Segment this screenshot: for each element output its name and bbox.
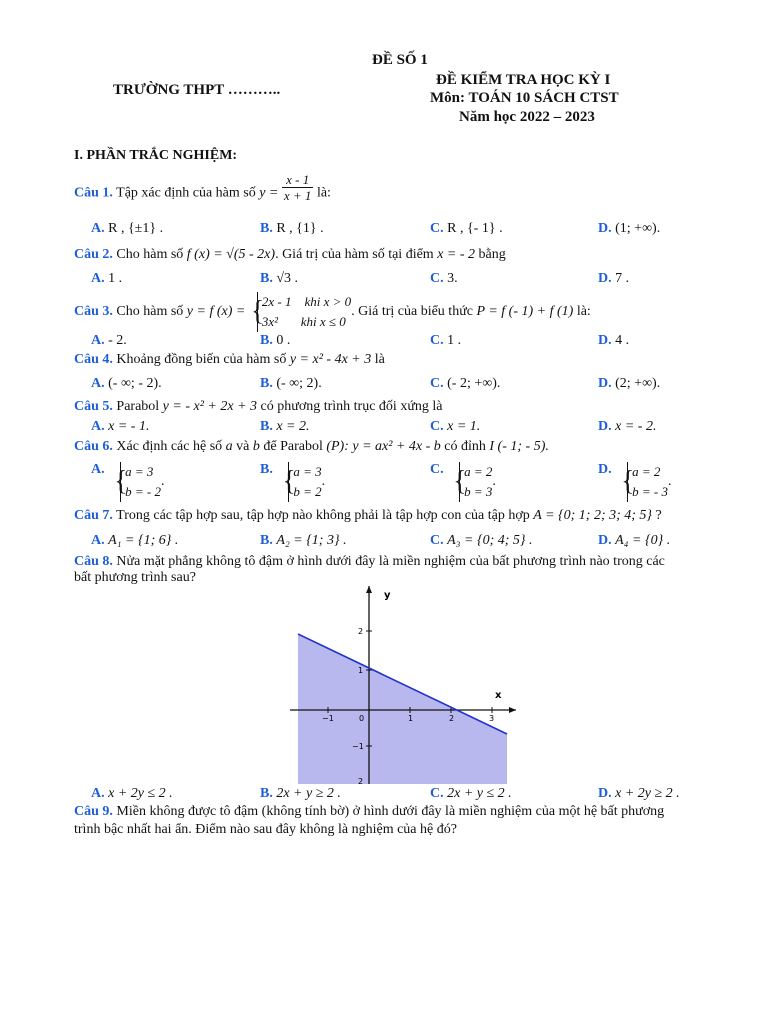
question-5 bbox=[74, 399, 443, 415]
q4-option-c[interactable]: C. (- 2; +∞). bbox=[430, 376, 501, 391]
q8-option-c[interactable]: C. 2x + y ≤ 2 . bbox=[430, 786, 512, 801]
question-2 bbox=[74, 247, 506, 263]
q6-option-d[interactable]: D. { a = 2 b = - 3. bbox=[598, 462, 671, 502]
q7-option-b[interactable]: B. A₂ = {1; 3} . bbox=[260, 533, 347, 548]
function-expr: y = x² - 4x + 3 bbox=[289, 352, 372, 367]
set-expr: A = {0; 1; 2; 3; 4; 5} bbox=[533, 508, 653, 523]
q2-option-b[interactable]: B. √3 . bbox=[260, 271, 299, 286]
question-9-line-2: trình bậc nhất hai ẩn. Điểm nào sau đây không là nghiệm của hệ đó? bbox=[74, 822, 457, 837]
y-tick-label: −1 bbox=[352, 742, 364, 751]
function-lhs: y = f (x) = bbox=[186, 304, 246, 320]
q2-option-c[interactable]: C. 3. bbox=[430, 271, 458, 286]
question-text: Khoảng đồng biến của hàm số bbox=[116, 352, 287, 367]
question-label: Câu 2. bbox=[74, 247, 113, 262]
q4-option-d[interactable]: D. (2; +∞). bbox=[598, 376, 661, 391]
school-name: TRƯỜNG THPT ……….. bbox=[113, 82, 281, 98]
exam-subject: Môn: TOÁN 10 SÁCH CTST bbox=[430, 90, 619, 106]
question-label: Câu 3. bbox=[74, 304, 113, 320]
exam-year: Năm học 2022 – 2023 bbox=[459, 109, 595, 125]
fraction-numerator: x - 1 bbox=[282, 172, 314, 188]
q8-option-a[interactable]: A. x + 2y ≤ 2 . bbox=[91, 786, 173, 801]
question-text-end: là: bbox=[576, 304, 591, 320]
q5-option-a[interactable]: A. x = - 1. bbox=[91, 419, 150, 434]
conjunction: và bbox=[236, 439, 250, 454]
coef-a: a bbox=[225, 439, 233, 454]
y-axis-label: y bbox=[384, 590, 391, 601]
function-lhs: y = bbox=[259, 185, 279, 201]
question-6 bbox=[74, 439, 549, 455]
question-text-mid: . Giá trị của biểu thức bbox=[351, 304, 474, 320]
question-text: Parabol bbox=[116, 399, 160, 414]
q3-option-a[interactable]: A. - 2. bbox=[91, 333, 127, 348]
question-label: Câu 5. bbox=[74, 399, 113, 414]
x-axis-label: x bbox=[495, 690, 502, 701]
question-text-line-1: Nửa mặt phẳng không tô đậm ở hình dưới đây là miền nghiệm của bất phương trình nào trong các bbox=[116, 554, 665, 569]
x-tick-label: 2 bbox=[449, 714, 455, 723]
q4-option-b[interactable]: B. (- ∞; 2). bbox=[260, 376, 322, 391]
question-label: Câu 6. bbox=[74, 439, 113, 454]
question-text-mid-2: có đỉnh bbox=[444, 439, 486, 454]
piecewise-row-2: 3x² khi x ≤ 0 bbox=[261, 314, 346, 329]
q7-option-c[interactable]: C. A₃ = {0; 4; 5} . bbox=[430, 533, 533, 548]
expression: P = f (- 1) + f (1) bbox=[476, 304, 574, 320]
y-tick-label: 2 bbox=[358, 777, 364, 784]
q2-option-d[interactable]: D. 7 . bbox=[598, 271, 630, 286]
q6-option-c[interactable]: C. { a = 2 b = 3. bbox=[430, 462, 496, 502]
q7-option-a[interactable]: A. A₁ = {1; 6} . bbox=[91, 533, 179, 548]
x-tick-label: 0 bbox=[359, 714, 365, 723]
q5-option-c[interactable]: C. x = 1. bbox=[430, 419, 481, 434]
q2-option-a[interactable]: A. 1 . bbox=[91, 271, 123, 286]
question-label: Câu 4. bbox=[74, 352, 113, 367]
question-text-end: có phương trình trục đối xứng là bbox=[260, 399, 443, 414]
fraction bbox=[282, 172, 314, 203]
piecewise-function bbox=[257, 292, 351, 332]
question-text-mid: để Parabol bbox=[263, 439, 323, 454]
question-3 bbox=[74, 292, 591, 332]
vertex-expr: I (- 1; - 5). bbox=[489, 439, 549, 454]
question-label: Câu 1. bbox=[74, 185, 113, 201]
question-label: Câu 7. bbox=[74, 508, 113, 523]
question-text: Cho hàm số bbox=[116, 304, 184, 320]
question-text: Trong các tập hợp sau, tập hợp nào không phải là tập hợp con của tập hợp bbox=[116, 508, 530, 523]
q4-option-a[interactable]: A. (- ∞; - 2). bbox=[91, 376, 162, 391]
question-text: Tập xác định của hàm số bbox=[116, 185, 256, 201]
exam-title: ĐỀ KIỂM TRA HỌC KỲ I bbox=[436, 72, 611, 88]
q3-option-b[interactable]: B. 0 . bbox=[260, 333, 291, 348]
question-8 bbox=[74, 554, 665, 570]
coef-b: b bbox=[252, 439, 260, 454]
exam-number: ĐỀ SỐ 1 bbox=[372, 52, 428, 68]
q1-option-c[interactable]: C. R , {- 1} . bbox=[430, 221, 503, 236]
question-7 bbox=[74, 508, 662, 524]
q8-option-b[interactable]: B. 2x + y ≥ 2 . bbox=[260, 786, 341, 801]
q6-option-b[interactable]: B. { a = 3 b = 2. bbox=[260, 462, 325, 502]
question-9 bbox=[74, 804, 664, 820]
q8-option-d[interactable]: D. x + 2y ≥ 2 . bbox=[598, 786, 680, 801]
q5-option-d[interactable]: D. x = - 2. bbox=[598, 419, 657, 434]
section-title: I. PHẦN TRẮC NGHIỆM: bbox=[74, 148, 238, 163]
q1-option-a[interactable]: A. R , {±1} . bbox=[91, 221, 164, 236]
q3-option-d[interactable]: D. 4 . bbox=[598, 333, 630, 348]
question-text-mid: . Giá trị của hàm số tại điểm bbox=[275, 247, 434, 262]
q7-option-d[interactable]: D. A₄ = {0} . bbox=[598, 533, 671, 548]
question-8-line-2: bất phương trình sau? bbox=[74, 570, 196, 585]
q5-option-b[interactable]: B. x = 2. bbox=[260, 419, 310, 434]
question-text: Cho hàm số bbox=[116, 247, 184, 262]
question-text-end: là bbox=[374, 352, 385, 367]
point-expr: x = - 2 bbox=[437, 247, 476, 262]
q6-option-a[interactable]: A. { a = 3 b = - 2. bbox=[91, 462, 164, 502]
question-text-end: ? bbox=[655, 508, 662, 523]
piecewise-row-1: 2x - 1 khi x > 0 bbox=[261, 294, 352, 309]
shaded-region bbox=[298, 634, 507, 784]
question-text-line-1: Miền không được tô đậm (không tính bờ) ở hình dưới đây là miền nghiệm của một hệ bất phương bbox=[116, 804, 665, 819]
q1-option-b[interactable]: B. R , {1} . bbox=[260, 221, 324, 236]
inequality-graph bbox=[290, 582, 520, 784]
x-tick-label: 3 bbox=[489, 714, 495, 723]
question-text-end: là: bbox=[316, 185, 331, 201]
function-expr: f (x) = √(5 - 2x) bbox=[186, 247, 276, 262]
y-tick-label: 2 bbox=[358, 627, 364, 636]
parabol-expr: (P): y = ax² + 4x - b bbox=[326, 439, 441, 454]
question-1 bbox=[74, 172, 331, 203]
y-tick-label: 1 bbox=[358, 666, 364, 675]
function-expr: y = - x² + 2x + 3 bbox=[162, 399, 258, 414]
q3-option-c[interactable]: C. 1 . bbox=[430, 333, 462, 348]
x-tick-label: −1 bbox=[322, 714, 334, 723]
question-text-end: bằng bbox=[478, 247, 506, 262]
fraction-denominator: x + 1 bbox=[283, 188, 312, 203]
x-tick-label: 1 bbox=[408, 714, 414, 723]
question-text: Xác định các hệ số bbox=[116, 439, 223, 454]
question-label: Câu 9. bbox=[74, 804, 113, 819]
question-label: Câu 8. bbox=[74, 554, 113, 569]
q1-option-d[interactable]: D. (1; +∞). bbox=[598, 221, 661, 236]
question-4 bbox=[74, 352, 385, 368]
